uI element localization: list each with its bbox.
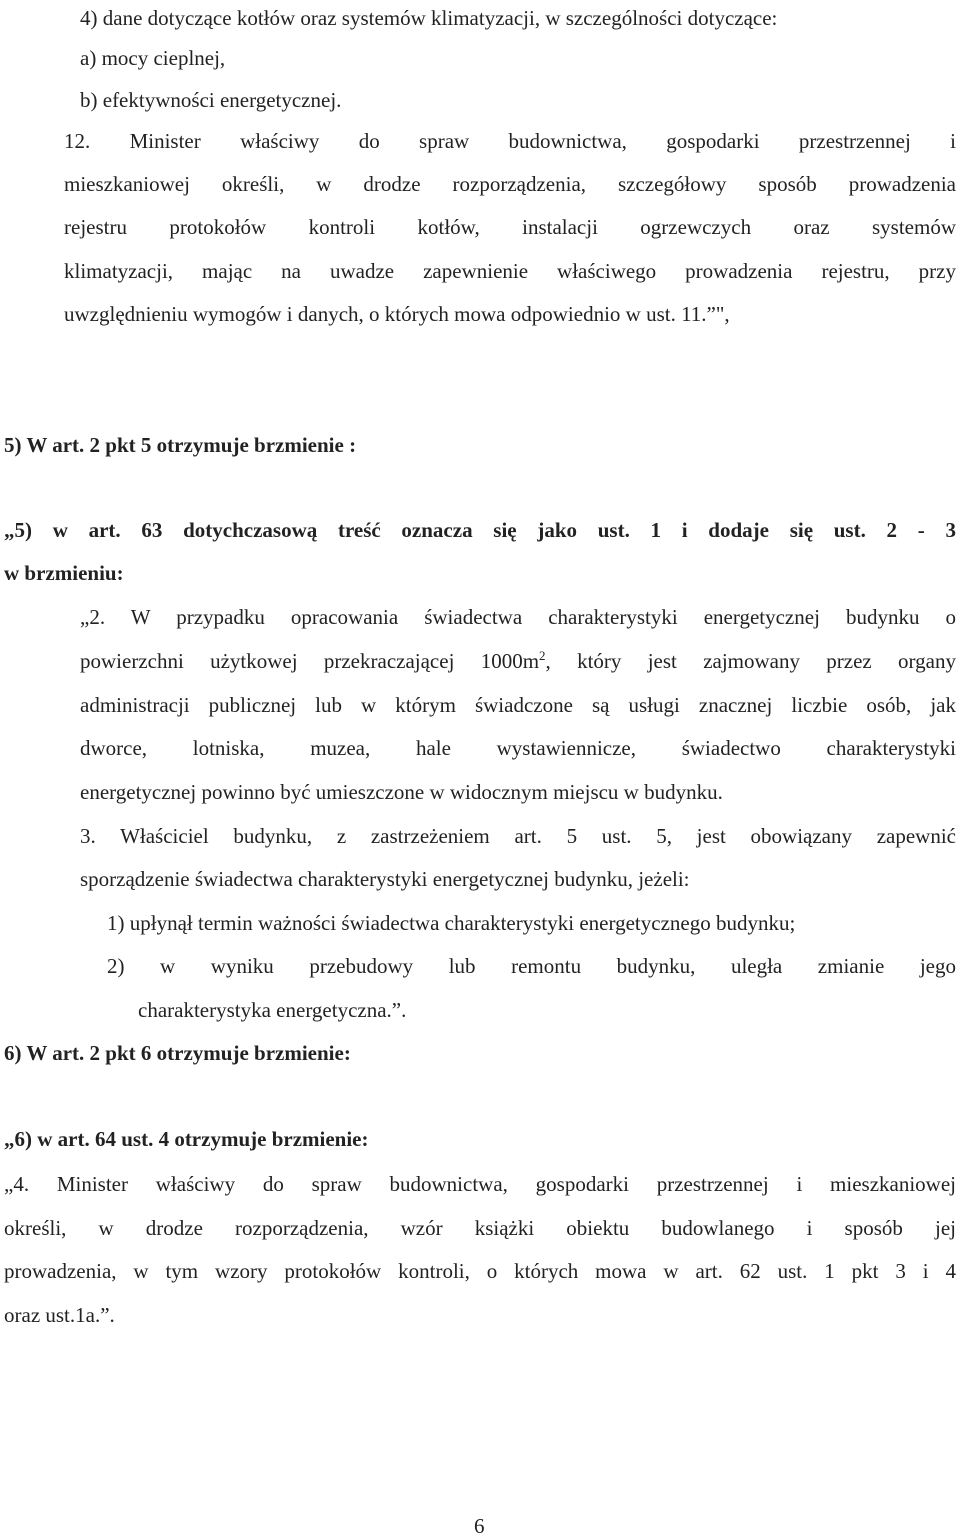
page-number: 6	[474, 1514, 485, 1538]
text-line-16: energetycznej powinno być umieszczone w widocznym miejscu w budynku.	[80, 780, 723, 804]
text-line-27: oraz ust.1a.”.	[4, 1303, 115, 1327]
text-line-8: uwzględnieniu wymogów i danych, o których mowa odpowiednio w ust. 11.”",	[64, 302, 730, 326]
text-line-6: rejestru protokołów kontroli kotłów, instalacji ogrzewczych oraz systemów	[64, 215, 956, 239]
amendment-heading-5: „5) w art. 63 dotychczasową treść oznacza się jako ust. 1 i dodaje się ust. 2 - 3	[4, 518, 956, 542]
text-line-1: 4) dane dotyczące kotłów oraz systemów klimatyzacji, w szczególności dotyczące:	[80, 6, 778, 30]
amendment-heading-5-cont: w brzmieniu:	[4, 561, 124, 585]
text-line-14: administracji publicznej lub w którym świadczone są usługi znacznej liczbie osób, jak	[80, 693, 956, 717]
text-line-12: „2. W przypadku opracowania świadectwa charakterystyki energetycznej budynku o	[80, 605, 956, 629]
list-item-1: 1) upłynął termin ważności świadectwa charakterystyki energetycznego budynku;	[107, 911, 796, 935]
section-heading-6: 6) W art. 2 pkt 6 otrzymuje brzmienie:	[4, 1041, 351, 1065]
text-line-25: określi, w drodze rozporządzenia, wzór książki obiektu budowlanego i sposób jej	[4, 1216, 956, 1240]
text-line-2: a) mocy cieplnej,	[80, 46, 226, 70]
superscript: 2	[539, 648, 546, 663]
section-heading-5: 5) W art. 2 pkt 5 otrzymuje brzmienie :	[4, 433, 357, 457]
amendment-heading-6: „6) w art. 64 ust. 4 otrzymuje brzmienie:	[4, 1127, 369, 1151]
list-item-2-cont: charakterystyka energetyczna.”.	[138, 998, 407, 1022]
text-line-15: dworce, lotniska, muzea, hale wystawiennicze, świadectwo charakterystyki	[80, 736, 956, 760]
text-line-3: b) efektywności energetycznej.	[80, 88, 342, 112]
text-line-18: sporządzenie świadectwa charakterystyki energetycznej budynku, jeżeli:	[80, 867, 690, 891]
list-item-2: 2) w wyniku przebudowy lub remontu budynku, uległa zmianie jego	[107, 954, 956, 978]
text-line-13	[80, 648, 956, 674]
text-line-5: mieszkaniowej określi, w drodze rozporządzenia, szczegółowy sposób prowadzenia	[64, 172, 956, 196]
text-line-13-b: , który jest zajmowany przez organy	[545, 649, 956, 673]
text-line-26: prowadzenia, w tym wzory protokołów kontroli, o których mowa w art. 62 ust. 1 pkt 3 i 4	[4, 1259, 956, 1283]
text-line-7: klimatyzacji, mając na uwadze zapewnienie właściwego prowadzenia rejestru, przy	[64, 259, 956, 283]
text-line-13-a: powierzchni użytkowej przekraczającej 1000m	[80, 649, 540, 673]
text-line-24: „4. Minister właściwy do spraw budownictwa, gospodarki przestrzennej i mieszkaniowej	[4, 1172, 956, 1196]
text-line-17: 3. Właściciel budynku, z zastrzeżeniem art. 5 ust. 5, jest obowiązany zapewnić	[80, 824, 956, 848]
text-line-4: 12. Minister właściwy do spraw budownictwa, gospodarki przestrzennej i	[64, 129, 956, 153]
